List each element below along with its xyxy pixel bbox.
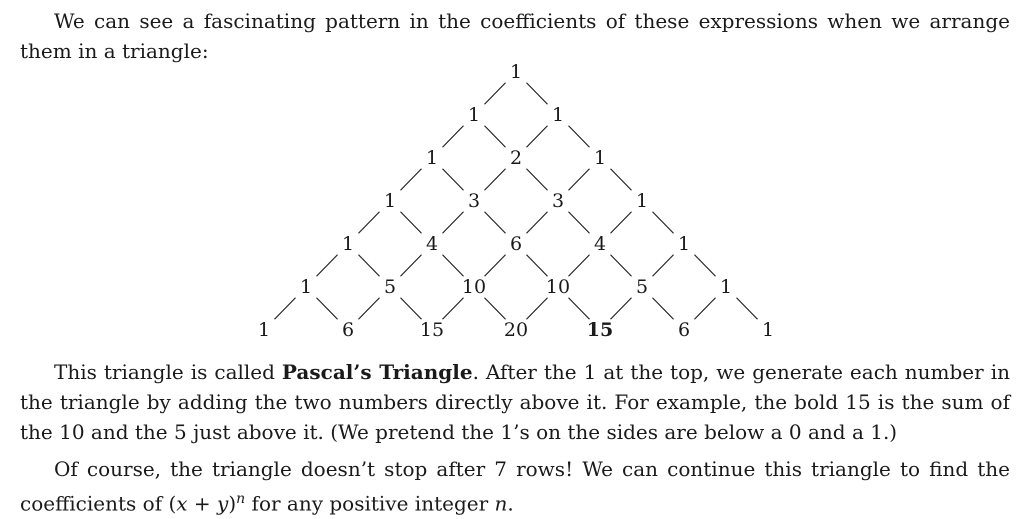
triangle-number: 1	[425, 147, 439, 169]
var-n: n	[494, 491, 508, 516]
intro-text: We can see a fascinating pattern in the coefficients of these expressions when we arrange them in a triangle:	[20, 9, 1010, 63]
triangle-number: 1	[467, 104, 481, 126]
triangle-connector	[401, 298, 422, 320]
pascal-term: Pascal’s Triangle	[281, 360, 473, 384]
triangle-number: 6	[341, 319, 355, 341]
triangle-connector	[485, 255, 506, 277]
triangle-connector	[569, 255, 590, 277]
plus-sign: +	[187, 491, 218, 516]
triangle-connector	[653, 298, 674, 320]
triangle-connector	[401, 212, 422, 234]
triangle-connector	[485, 169, 506, 191]
triangle-connector	[527, 169, 548, 191]
triangle-connector	[569, 298, 590, 320]
triangle-connector	[401, 169, 422, 191]
p3-before: Of course, the triangle doesn’t stop after 7 rows! We can continue this triangle to find the coefficients of (	[20, 457, 1010, 516]
triangle-connector	[443, 298, 464, 320]
triangle-number: 1	[341, 233, 355, 255]
triangle-number: 1	[551, 104, 565, 126]
triangle-connector	[527, 212, 548, 234]
triangle-number: 3	[467, 190, 481, 212]
triangle-connector	[359, 255, 380, 277]
triangle-number: 20	[503, 319, 529, 341]
triangle-number: 4	[593, 233, 607, 255]
exponent-n: n	[236, 491, 246, 507]
triangle-number: 1	[761, 319, 775, 341]
p3-middle: for any positive integer	[245, 491, 495, 516]
triangle-number: 6	[677, 319, 691, 341]
triangle-number: 1	[677, 233, 691, 255]
p3-period: .	[507, 491, 514, 516]
triangle-connector	[653, 212, 674, 234]
triangle-connector	[695, 255, 716, 277]
triangle-connector	[275, 298, 296, 320]
triangle-connector	[485, 83, 506, 105]
pascal-description-paragraph	[20, 357, 1010, 447]
triangle-connector	[401, 255, 422, 277]
triangle-connector	[317, 298, 338, 320]
triangle-connector	[527, 126, 548, 148]
p2-before: This triangle is called	[54, 360, 282, 384]
triangle-connector	[443, 169, 464, 191]
continuation-paragraph	[20, 454, 1010, 519]
triangle-connector	[443, 255, 464, 277]
triangle-connector	[653, 255, 674, 277]
var-x: x	[176, 491, 188, 516]
triangle-number: 6	[509, 233, 523, 255]
triangle-connector	[611, 169, 632, 191]
triangle-number: 1	[299, 276, 313, 298]
triangle-connector	[611, 212, 632, 234]
triangle-connector	[527, 298, 548, 320]
triangle-number: 2	[509, 147, 523, 169]
triangle-connector	[443, 212, 464, 234]
triangle-connector	[737, 298, 758, 320]
triangle-connector	[569, 169, 590, 191]
triangle-connector	[695, 298, 716, 320]
triangle-connector	[443, 126, 464, 148]
triangle-connector	[485, 212, 506, 234]
close-paren: )	[228, 491, 237, 516]
triangle-number: 1	[257, 319, 271, 341]
triangle-number: 15	[419, 319, 445, 341]
triangle-connector	[569, 212, 590, 234]
triangle-number: 5	[635, 276, 649, 298]
var-y: y	[217, 491, 229, 516]
triangle-number: 1	[593, 147, 607, 169]
triangle-connector	[611, 255, 632, 277]
p2-after: . After the 1 at the top, we generate each number in the triangle by adding the two numbers directly above it. For example, the bold 15 is the sum of the 10 and the 5 just above it. (We pretend the 1’s on the sides are below a 0 and a 1.)	[20, 360, 1010, 444]
triangle-number: 1	[383, 190, 397, 212]
triangle-number: 10	[461, 276, 487, 298]
triangle-connector	[569, 126, 590, 148]
triangle-number: 1	[719, 276, 733, 298]
triangle-connector	[527, 83, 548, 105]
pascals-triangle	[0, 56, 1032, 346]
triangle-number: 4	[425, 233, 439, 255]
triangle-number: 1	[635, 190, 649, 212]
triangle-number: 15	[586, 319, 614, 341]
triangle-number: 1	[509, 61, 523, 83]
triangle-number: 5	[383, 276, 397, 298]
triangle-number: 3	[551, 190, 565, 212]
triangle-connector	[359, 212, 380, 234]
triangle-connector	[317, 255, 338, 277]
triangle-connector	[485, 298, 506, 320]
triangle-connector	[527, 255, 548, 277]
triangle-connector	[359, 298, 380, 320]
triangle-connector	[485, 126, 506, 148]
triangle-connector	[611, 298, 632, 320]
triangle-number: 10	[545, 276, 571, 298]
